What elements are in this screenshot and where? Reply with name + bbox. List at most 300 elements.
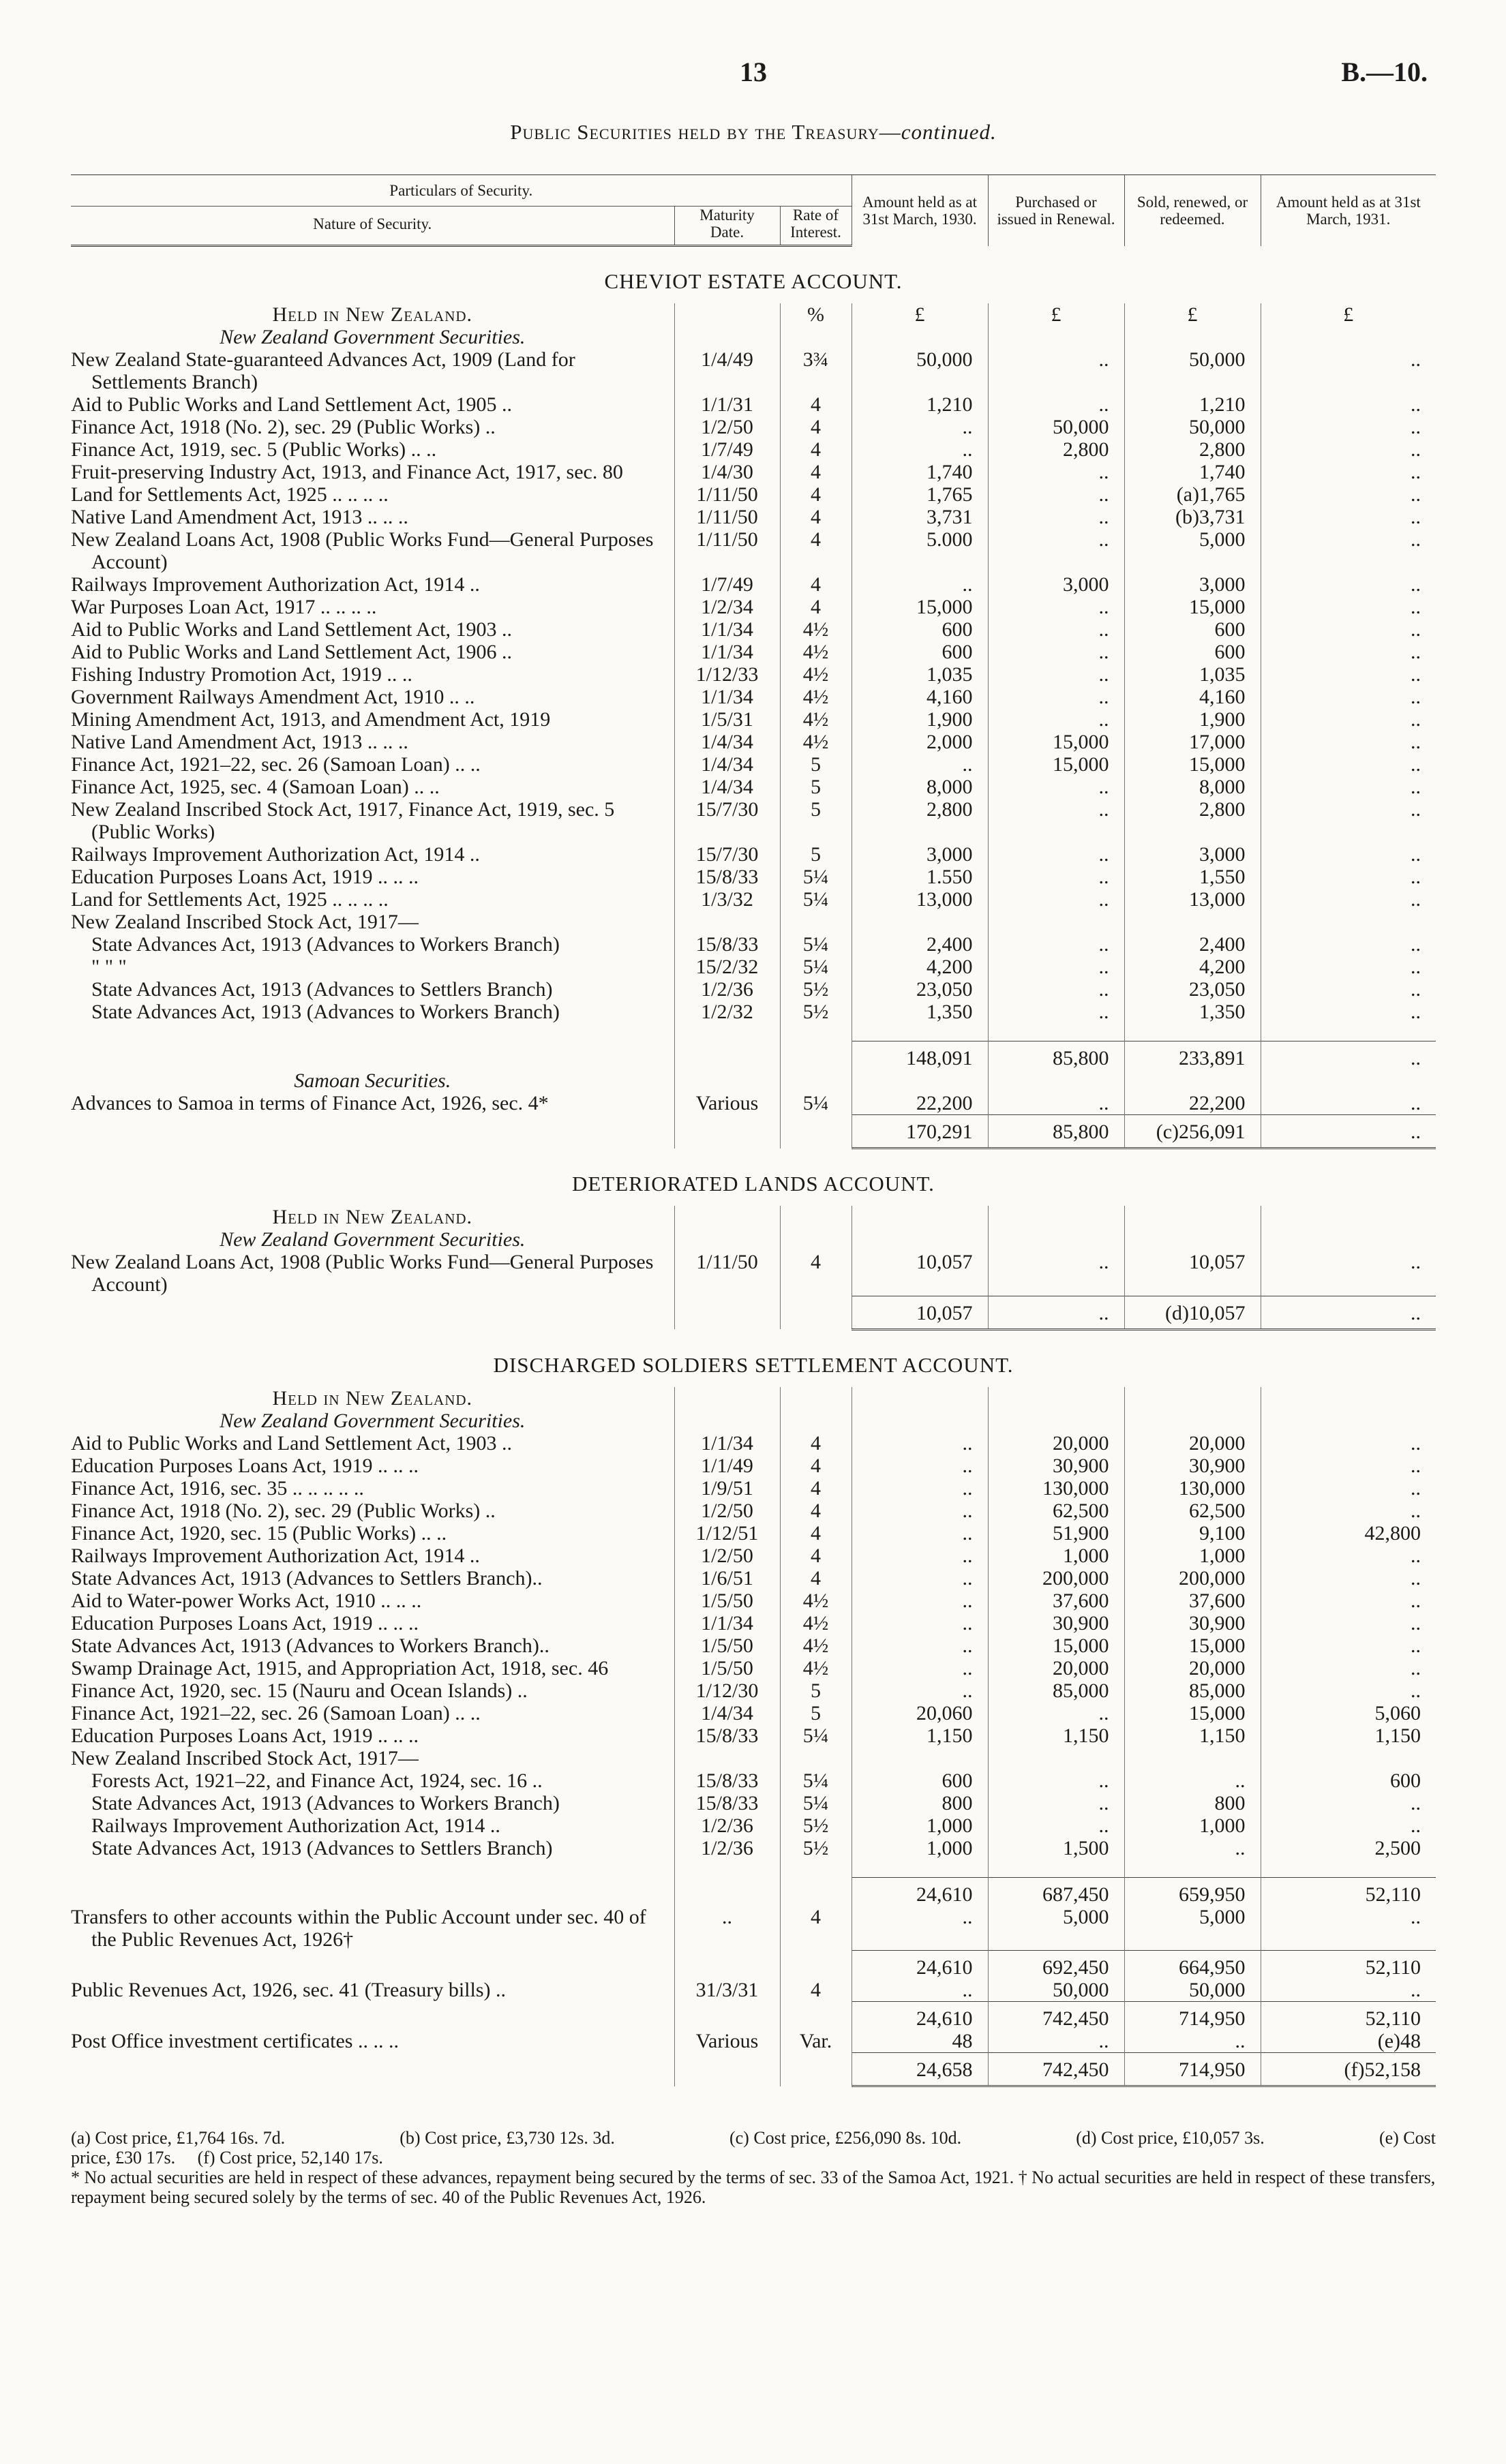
table-row bbox=[71, 686, 1436, 708]
purchased-amount: .. bbox=[988, 956, 1124, 978]
amount-held-1931: .. bbox=[1261, 528, 1436, 573]
amount-held-1931: .. bbox=[1261, 461, 1436, 483]
empty-cell bbox=[988, 1206, 1124, 1228]
samoan-heading-row bbox=[71, 1069, 1436, 1092]
amount-held-1930: .. bbox=[852, 1634, 988, 1657]
amount-held-1930 bbox=[852, 1747, 988, 1769]
total-row-value: 24,658 bbox=[852, 2053, 988, 2086]
sold-amount: 20,000 bbox=[1124, 1657, 1261, 1679]
total-row-value: (d)10,057 bbox=[1124, 1296, 1261, 1329]
footnote-line-2 bbox=[71, 2148, 1436, 2168]
amount-held-1930: 3,731 bbox=[852, 506, 988, 528]
title-suffix: continued. bbox=[901, 120, 997, 144]
sold-amount: 62,500 bbox=[1124, 1500, 1261, 1522]
security-name: Education Purposes Loans Act, 1919 .. .. .. bbox=[71, 1611, 419, 1634]
sold-amount: 50,000 bbox=[1124, 1979, 1261, 2002]
amount-held-1930: .. bbox=[852, 1567, 988, 1590]
interest-rate: 5½ bbox=[780, 1001, 852, 1023]
footnote-e-rest: price, £30 17s. bbox=[71, 2148, 176, 2168]
amount-held-1930: .. bbox=[852, 1545, 988, 1567]
interest-rate: 4½ bbox=[780, 686, 852, 708]
amount-held-1931: .. bbox=[1261, 573, 1436, 596]
amount-held-1931: .. bbox=[1261, 483, 1436, 506]
table-row bbox=[71, 438, 1436, 461]
maturity-date: 1/2/50 bbox=[674, 416, 780, 438]
table-row bbox=[71, 1702, 1436, 1724]
amount-held-1930: .. bbox=[852, 1612, 988, 1634]
purchased-amount: 50,000 bbox=[988, 1979, 1124, 2002]
maturity-date: 1/2/36 bbox=[674, 1814, 780, 1837]
table-row bbox=[71, 708, 1436, 731]
sold-amount: .. bbox=[1124, 2030, 1261, 2053]
subtotal-row bbox=[71, 1951, 1436, 1979]
footnote-b: (b) Cost price, £3,730 12s. 3d. bbox=[400, 2128, 615, 2148]
maturity-date: 1/5/31 bbox=[674, 708, 780, 731]
empty-cell bbox=[674, 2053, 780, 2086]
sold-amount: 1,550 bbox=[1124, 866, 1261, 888]
maturity-date: 31/3/31 bbox=[674, 1979, 780, 2002]
footnote-line-1 bbox=[71, 2128, 1436, 2148]
interest-rate: 5½ bbox=[780, 1837, 852, 1859]
sold-amount: 22,200 bbox=[1124, 1092, 1261, 1115]
interest-rate: 4 bbox=[780, 1477, 852, 1500]
amount-held-1931: .. bbox=[1261, 776, 1436, 798]
amount-held-1931: .. bbox=[1261, 866, 1436, 888]
maturity-date: 1/4/30 bbox=[674, 461, 780, 483]
securities-table bbox=[71, 174, 1436, 2087]
table-row bbox=[71, 1545, 1436, 1567]
table-body bbox=[71, 246, 1436, 2086]
amount-held-1931: .. bbox=[1261, 1251, 1436, 1296]
table-row bbox=[71, 1477, 1436, 1500]
security-name: Aid to Public Works and Land Settlement Act, 1903 .. bbox=[71, 1431, 512, 1455]
empty-cell bbox=[1261, 1069, 1436, 1092]
total-row-value: 742,450 bbox=[988, 2053, 1124, 2086]
maturity-date: 15/8/33 bbox=[674, 933, 780, 956]
footnotes bbox=[71, 2128, 1436, 2207]
security-name: New Zealand Inscribed Stock Act, 1917— bbox=[71, 1746, 419, 1769]
interest-rate: 4½ bbox=[780, 1590, 852, 1612]
table-row bbox=[71, 1769, 1436, 1792]
amount-held-1930: .. bbox=[852, 753, 988, 776]
total-row-value: 714,950 bbox=[1124, 2053, 1261, 2086]
purchased-amount: .. bbox=[988, 1814, 1124, 1837]
interest-rate: 4½ bbox=[780, 708, 852, 731]
amount-held-1930: .. bbox=[852, 1500, 988, 1522]
purchased-amount: .. bbox=[988, 596, 1124, 618]
purchased-amount: 1,000 bbox=[988, 1545, 1124, 1567]
maturity-date: 1/2/50 bbox=[674, 1545, 780, 1567]
sold-amount: 4,200 bbox=[1124, 956, 1261, 978]
amount-held-1930: 1,350 bbox=[852, 1001, 988, 1023]
empty-cell bbox=[1124, 1228, 1261, 1251]
sold-amount: 13,000 bbox=[1124, 888, 1261, 911]
empty-cell bbox=[852, 1228, 988, 1251]
maturity-date: 1/11/50 bbox=[674, 528, 780, 573]
total-row-value: 85,800 bbox=[988, 1115, 1124, 1149]
empty-cell bbox=[780, 1206, 852, 1228]
table-row bbox=[71, 956, 1436, 978]
interest-rate: Var. bbox=[780, 2030, 852, 2053]
empty-cell bbox=[780, 1023, 852, 1041]
amount-held-1931: .. bbox=[1261, 618, 1436, 641]
empty-cell bbox=[1261, 1387, 1436, 1410]
amount-held-1931: .. bbox=[1261, 1477, 1436, 1500]
security-name: Aid to Public Works and Land Settlement Act, 1906 .. bbox=[71, 641, 512, 663]
amount-held-1931: .. bbox=[1261, 1567, 1436, 1590]
maturity-date: 1/5/50 bbox=[674, 1657, 780, 1679]
empty-cell bbox=[674, 1115, 780, 1149]
col-rate: Rate of Interest. bbox=[780, 207, 852, 246]
amount-held-1930: 1,000 bbox=[852, 1837, 988, 1859]
security-name: Railways Improvement Authorization Act, 1914 .. bbox=[71, 843, 480, 866]
security-name: State Advances Act, 1913 (Advances to Workers Branch).. bbox=[71, 1634, 549, 1657]
total-row-value: 10,057 bbox=[852, 1296, 988, 1329]
empty-cell bbox=[1261, 1410, 1436, 1432]
amount-held-1931: .. bbox=[1261, 506, 1436, 528]
maturity-date: 1/1/49 bbox=[674, 1455, 780, 1477]
purchased-amount: 3,000 bbox=[988, 573, 1124, 596]
security-name: New Zealand State-guaranteed Advances Act, 1909 (Land for Settlements Branch) bbox=[71, 348, 575, 393]
purchased-amount: .. bbox=[988, 641, 1124, 663]
amount-held-1930: 48 bbox=[852, 2030, 988, 2053]
purchased-amount: .. bbox=[988, 348, 1124, 393]
amount-held-1931: 1,150 bbox=[1261, 1724, 1436, 1747]
sold-amount: 37,600 bbox=[1124, 1590, 1261, 1612]
amount-held-1931: .. bbox=[1261, 753, 1436, 776]
purchased-amount: .. bbox=[988, 1001, 1124, 1023]
security-name: War Purposes Loan Act, 1917 .. .. .. .. bbox=[71, 596, 377, 618]
footnote-a: (a) Cost price, £1,764 16s. 7d. bbox=[71, 2128, 286, 2148]
col-maturity: Maturity Date. bbox=[674, 207, 780, 246]
amount-held-1930: .. bbox=[852, 1477, 988, 1500]
purchased-amount: 5,000 bbox=[988, 1906, 1124, 1951]
maturity-date: 1/11/50 bbox=[674, 506, 780, 528]
amount-held-1931: .. bbox=[1261, 1814, 1436, 1837]
sold-amount: 1,900 bbox=[1124, 708, 1261, 731]
interest-rate: 4½ bbox=[780, 1634, 852, 1657]
table-row bbox=[71, 573, 1436, 596]
amount-held-1930: 2,000 bbox=[852, 731, 988, 753]
subtotal-row-value: .. bbox=[1261, 1041, 1436, 1070]
sold-amount: 600 bbox=[1124, 618, 1261, 641]
purchased-amount: .. bbox=[988, 1792, 1124, 1814]
empty-cell bbox=[852, 1206, 988, 1228]
table-row bbox=[71, 1522, 1436, 1545]
amount-held-1930: 8,000 bbox=[852, 776, 988, 798]
maturity-date: 1/4/34 bbox=[674, 1702, 780, 1724]
unit-pound: £ bbox=[1261, 303, 1436, 326]
maturity-date: 1/12/33 bbox=[674, 663, 780, 686]
table-row bbox=[71, 506, 1436, 528]
security-name: Native Land Amendment Act, 1913 .. .. .. bbox=[71, 506, 408, 528]
amount-held-1931: .. bbox=[1261, 1634, 1436, 1657]
security-name: Railways Improvement Authorization Act, 1914 .. bbox=[91, 1814, 500, 1837]
amount-held-1931: .. bbox=[1261, 1679, 1436, 1702]
subtotal-row-value: 714,950 bbox=[1124, 2002, 1261, 2030]
amount-held-1930: 13,000 bbox=[852, 888, 988, 911]
maturity-date: 1/1/34 bbox=[674, 686, 780, 708]
empty-cell bbox=[1261, 326, 1436, 348]
table-row bbox=[71, 641, 1436, 663]
spacer-row bbox=[71, 1859, 1436, 1878]
purchased-amount: .. bbox=[988, 798, 1124, 843]
table-row bbox=[71, 1590, 1436, 1612]
interest-rate bbox=[780, 1747, 852, 1769]
interest-rate: 5 bbox=[780, 798, 852, 843]
empty-cell bbox=[674, 1069, 780, 1092]
section-title: CHEVIOT ESTATE ACCOUNT. bbox=[604, 269, 903, 293]
interest-rate: 4 bbox=[780, 1522, 852, 1545]
sold-amount: 2,800 bbox=[1124, 438, 1261, 461]
interest-rate: 4 bbox=[780, 573, 852, 596]
table-row bbox=[71, 1679, 1436, 1702]
held-row bbox=[71, 1387, 1436, 1410]
sold-amount bbox=[1124, 1747, 1261, 1769]
amount-held-1931: .. bbox=[1261, 843, 1436, 866]
security-name: Native Land Amendment Act, 1913 .. .. .. bbox=[71, 731, 408, 753]
purchased-amount: 85,000 bbox=[988, 1679, 1124, 1702]
table-row bbox=[71, 528, 1436, 573]
empty-cell bbox=[1261, 1859, 1436, 1878]
amount-held-1931: .. bbox=[1261, 933, 1436, 956]
amount-held-1930: 800 bbox=[852, 1792, 988, 1814]
col-held-1931: Amount held as at 31st March, 1931. bbox=[1261, 175, 1436, 246]
purchased-amount: .. bbox=[988, 618, 1124, 641]
empty-cell bbox=[674, 1877, 780, 1906]
security-name: Education Purposes Loans Act, 1919 .. .. .. bbox=[71, 1454, 419, 1477]
subheading-row bbox=[71, 1410, 1436, 1432]
maturity-date: 1/9/51 bbox=[674, 1477, 780, 1500]
section-title-row bbox=[71, 1329, 1436, 1387]
table-row bbox=[71, 1724, 1436, 1747]
maturity-date bbox=[674, 911, 780, 933]
empty-cell bbox=[988, 326, 1124, 348]
footnote-d: (d) Cost price, £10,057 3s. bbox=[1076, 2128, 1265, 2148]
subtotal-row-value: 24,610 bbox=[852, 2002, 988, 2030]
empty-cell bbox=[1124, 1069, 1261, 1092]
sold-amount: 85,000 bbox=[1124, 1679, 1261, 1702]
table-row bbox=[71, 596, 1436, 618]
empty-cell bbox=[674, 1410, 780, 1432]
interest-rate: 5¼ bbox=[780, 956, 852, 978]
total-row-value: .. bbox=[1261, 1296, 1436, 1329]
security-name: Finance Act, 1918 (No. 2), sec. 29 (Public Works) .. bbox=[71, 1499, 496, 1522]
purchased-amount: 2,800 bbox=[988, 438, 1124, 461]
table-row bbox=[71, 753, 1436, 776]
maturity-date: Various bbox=[674, 2030, 780, 2053]
empty-cell bbox=[988, 1228, 1124, 1251]
table-row bbox=[71, 776, 1436, 798]
table-row bbox=[71, 1092, 1436, 1115]
security-name: Finance Act, 1918 (No. 2), sec. 29 (Public Works) .. bbox=[71, 416, 496, 438]
table-row bbox=[71, 618, 1436, 641]
sold-amount: 15,000 bbox=[1124, 596, 1261, 618]
table-header bbox=[71, 175, 1436, 246]
interest-rate: 5¼ bbox=[780, 1769, 852, 1792]
maturity-date: 1/2/32 bbox=[674, 1001, 780, 1023]
maturity-date: 1/2/50 bbox=[674, 1500, 780, 1522]
amount-held-1931: .. bbox=[1261, 708, 1436, 731]
total-row bbox=[71, 1115, 1436, 1149]
empty-cell bbox=[1124, 1023, 1261, 1041]
amount-held-1931: .. bbox=[1261, 1906, 1436, 1951]
purchased-amount: 200,000 bbox=[988, 1567, 1124, 1590]
amount-held-1931: .. bbox=[1261, 686, 1436, 708]
security-name: Transfers to other accounts within the Public Account under sec. 40 of the Public Revenues Act, 1926† bbox=[71, 1905, 646, 1951]
document-reference: B.—10. bbox=[1341, 57, 1428, 87]
amount-held-1931: .. bbox=[1261, 1455, 1436, 1477]
section-title-row bbox=[71, 246, 1436, 304]
amount-held-1930: 600 bbox=[852, 618, 988, 641]
held-row bbox=[71, 1206, 1436, 1228]
purchased-amount: .. bbox=[988, 686, 1124, 708]
total-row bbox=[71, 1296, 1436, 1329]
empty-cell bbox=[988, 1410, 1124, 1432]
maturity-date: 1/1/34 bbox=[674, 618, 780, 641]
interest-rate: 4 bbox=[780, 1545, 852, 1567]
amount-held-1931: .. bbox=[1261, 1979, 1436, 2002]
amount-held-1930: 5.000 bbox=[852, 528, 988, 573]
amount-held-1931: .. bbox=[1261, 888, 1436, 911]
empty-cell bbox=[780, 1228, 852, 1251]
amount-held-1931: 600 bbox=[1261, 1769, 1436, 1792]
interest-rate: 4 bbox=[780, 1432, 852, 1455]
empty-cell bbox=[852, 1859, 988, 1878]
interest-rate: 4½ bbox=[780, 641, 852, 663]
security-name: Finance Act, 1920, sec. 15 (Nauru and Ocean Islands) .. bbox=[71, 1679, 528, 1702]
purchased-amount: 30,900 bbox=[988, 1455, 1124, 1477]
interest-rate: 5 bbox=[780, 753, 852, 776]
amount-held-1931: .. bbox=[1261, 393, 1436, 416]
interest-rate: 5½ bbox=[780, 978, 852, 1001]
empty-cell bbox=[674, 1296, 780, 1329]
amount-held-1930: 1,740 bbox=[852, 461, 988, 483]
purchased-amount: 130,000 bbox=[988, 1477, 1124, 1500]
sold-amount: 1,210 bbox=[1124, 393, 1261, 416]
amount-held-1931: .. bbox=[1261, 1657, 1436, 1679]
interest-rate: 4 bbox=[780, 416, 852, 438]
amount-held-1930: .. bbox=[852, 1590, 988, 1612]
amount-held-1930: .. bbox=[852, 1522, 988, 1545]
security-name: Public Revenues Act, 1926, sec. 41 (Treasury bills) .. bbox=[71, 1979, 506, 2001]
amount-held-1931: .. bbox=[1261, 1612, 1436, 1634]
sold-amount: 50,000 bbox=[1124, 348, 1261, 393]
interest-rate: 4 bbox=[780, 596, 852, 618]
purchased-amount: 1,500 bbox=[988, 1837, 1124, 1859]
interest-rate: 5¼ bbox=[780, 1724, 852, 1747]
table-row bbox=[71, 461, 1436, 483]
sold-amount: 10,057 bbox=[1124, 1251, 1261, 1296]
sold-amount: 23,050 bbox=[1124, 978, 1261, 1001]
sold-amount: 30,900 bbox=[1124, 1455, 1261, 1477]
purchased-amount: .. bbox=[988, 1769, 1124, 1792]
maturity-date: 1/5/50 bbox=[674, 1590, 780, 1612]
empty-cell bbox=[1261, 1228, 1436, 1251]
table-row bbox=[71, 416, 1436, 438]
empty-cell bbox=[1124, 1410, 1261, 1432]
empty-cell bbox=[674, 2002, 780, 2030]
purchased-amount: .. bbox=[988, 776, 1124, 798]
subheading-row bbox=[71, 1228, 1436, 1251]
amount-held-1931: .. bbox=[1261, 1500, 1436, 1522]
interest-rate: 4 bbox=[780, 528, 852, 573]
maturity-date: 15/7/30 bbox=[674, 843, 780, 866]
unit-pound: £ bbox=[988, 303, 1124, 326]
purchased-amount: .. bbox=[988, 1092, 1124, 1115]
subtotal-row-value: 742,450 bbox=[988, 2002, 1124, 2030]
empty-cell bbox=[780, 1859, 852, 1878]
col-particulars: Particulars of Security. bbox=[71, 175, 852, 207]
empty-cell bbox=[1261, 1023, 1436, 1041]
purchased-amount: .. bbox=[988, 2030, 1124, 2053]
interest-rate: 4 bbox=[780, 438, 852, 461]
empty-cell bbox=[780, 1296, 852, 1329]
maturity-date: 1/12/30 bbox=[674, 1679, 780, 1702]
amount-held-1930: .. bbox=[852, 1906, 988, 1951]
purchased-amount: .. bbox=[988, 393, 1124, 416]
amount-held-1930: 1,210 bbox=[852, 393, 988, 416]
amount-held-1930: .. bbox=[852, 573, 988, 596]
maturity-date: 1/12/51 bbox=[674, 1522, 780, 1545]
amount-held-1931 bbox=[1261, 1747, 1436, 1769]
amount-held-1931: .. bbox=[1261, 438, 1436, 461]
amount-held-1931: .. bbox=[1261, 1792, 1436, 1814]
page-header bbox=[71, 48, 1436, 95]
maturity-date: 1/1/34 bbox=[674, 1612, 780, 1634]
amount-held-1930: 15,000 bbox=[852, 596, 988, 618]
table-row bbox=[71, 393, 1436, 416]
purchased-amount: 20,000 bbox=[988, 1657, 1124, 1679]
security-name: Aid to Public Works and Land Settlement Act, 1905 .. bbox=[71, 393, 512, 416]
amount-held-1930: 4,200 bbox=[852, 956, 988, 978]
subtotal-row-value: 85,800 bbox=[988, 1041, 1124, 1070]
empty-cell bbox=[988, 1069, 1124, 1092]
amount-held-1931: .. bbox=[1261, 1432, 1436, 1455]
security-name: Finance Act, 1920, sec. 15 (Public Works) .. .. bbox=[71, 1521, 447, 1545]
empty-cell bbox=[71, 2002, 674, 2030]
maturity-date: 1/7/49 bbox=[674, 438, 780, 461]
empty-cell bbox=[1124, 326, 1261, 348]
table-row bbox=[71, 1500, 1436, 1522]
maturity-date: 1/1/34 bbox=[674, 641, 780, 663]
maturity-date: 15/8/33 bbox=[674, 1769, 780, 1792]
amount-held-1930: 1,035 bbox=[852, 663, 988, 686]
maturity-date: 1/1/31 bbox=[674, 393, 780, 416]
amount-held-1930: 50,000 bbox=[852, 348, 988, 393]
interest-rate: 4 bbox=[780, 393, 852, 416]
maturity-date: 1/7/49 bbox=[674, 573, 780, 596]
empty-cell bbox=[852, 1023, 988, 1041]
security-name: Aid to Public Works and Land Settlement Act, 1903 .. bbox=[71, 618, 512, 641]
table-row bbox=[71, 843, 1436, 866]
table-row bbox=[71, 663, 1436, 686]
maturity-date: 1/11/50 bbox=[674, 1251, 780, 1296]
empty-cell bbox=[988, 1387, 1124, 1410]
subheading-row-label: New Zealand Government Securities. bbox=[220, 1409, 526, 1432]
sold-amount: 3,000 bbox=[1124, 573, 1261, 596]
purchased-amount: 15,000 bbox=[988, 731, 1124, 753]
empty-cell bbox=[71, 1023, 674, 1041]
subtotal-row bbox=[71, 1041, 1436, 1070]
interest-rate: 4 bbox=[780, 483, 852, 506]
maturity-date: 1/4/49 bbox=[674, 348, 780, 393]
purchased-amount: .. bbox=[988, 843, 1124, 866]
empty-cell bbox=[674, 1206, 780, 1228]
interest-rate: 4 bbox=[780, 1979, 852, 2002]
amount-held-1930: 1,900 bbox=[852, 708, 988, 731]
unit-pound: £ bbox=[1124, 303, 1261, 326]
